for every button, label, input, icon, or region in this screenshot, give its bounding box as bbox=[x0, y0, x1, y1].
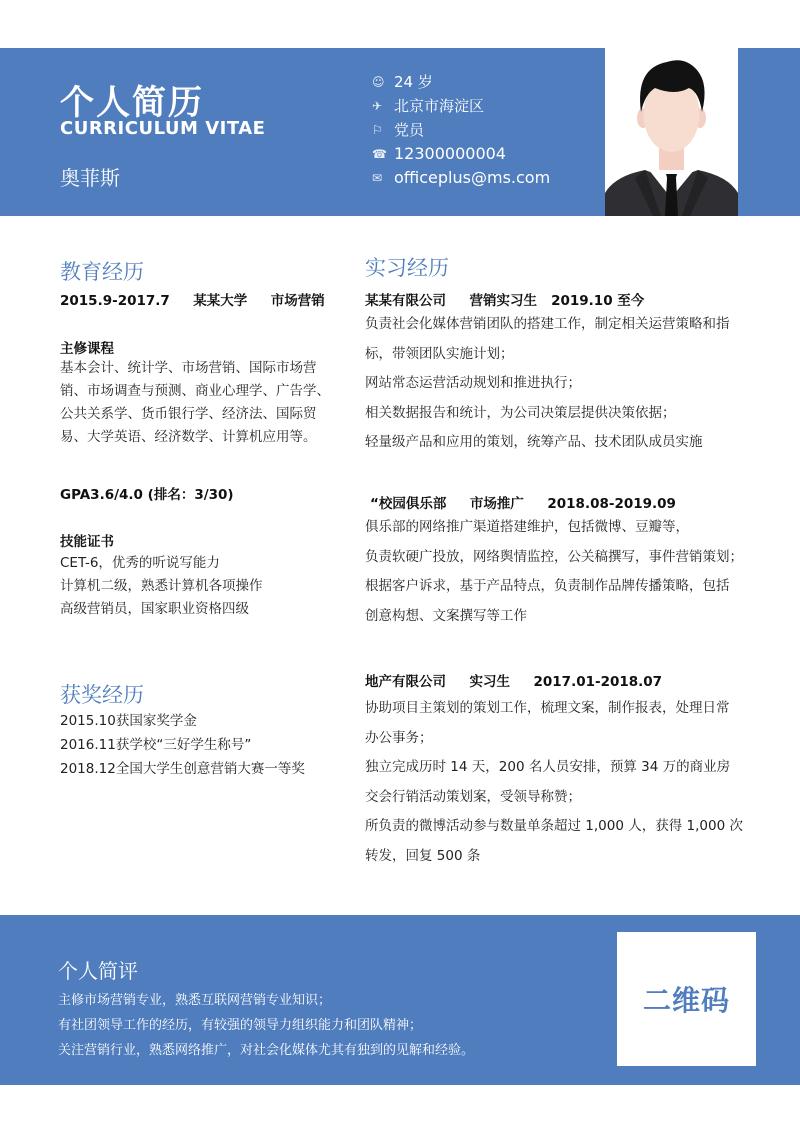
internship-line: 协助项目主策划的策划工作，梳理文案，制作报表，处理日常 bbox=[365, 700, 730, 716]
qr-code-label: 二维码 bbox=[642, 984, 730, 1017]
skills-title: 技能证书 bbox=[60, 534, 114, 550]
skill-item: CET-6，优秀的听说写能力 bbox=[60, 555, 220, 571]
awards-title: 获奖经历 bbox=[60, 683, 144, 707]
internship-line: 创意构想、文案撰写等工作 bbox=[365, 607, 527, 624]
profile-photo bbox=[605, 48, 738, 216]
resume-subtitle: CURRICULUM VITAE bbox=[60, 118, 266, 139]
awards-list bbox=[60, 709, 305, 781]
internship-line: 相关数据报告和统计，为公司决策层提供决策依据； bbox=[365, 404, 676, 421]
courses-line: 易、大学英语、经济数学、计算机应用等。 bbox=[60, 429, 317, 445]
courses-line: 基本会计、统计学、市场营销、国际市场营 bbox=[60, 360, 317, 376]
contact-phone bbox=[372, 142, 550, 166]
self-evaluation-line: 关注营销行业，熟悉网络推广，对社会化媒体尤其有独到的见解和经验。 bbox=[58, 1043, 475, 1058]
internship-line: 办公事务； bbox=[365, 729, 433, 746]
self-evaluation-line: 主修市场营销专业，熟悉互联网营销专业知识； bbox=[58, 993, 332, 1008]
courses-line: 公共关系学、货币银行学、经济法、国际贸 bbox=[60, 406, 317, 422]
award-item: 2018.12全国大学生创意营销大赛一等奖 bbox=[60, 761, 305, 777]
mail-icon: ✉ bbox=[372, 171, 383, 185]
smiley-icon: ☺ bbox=[372, 75, 385, 89]
internship-line: 网站常态运营活动规划和推进执行； bbox=[365, 375, 581, 391]
plane-icon: ✈ bbox=[372, 99, 383, 113]
internship-line: 根据客户诉求，基于产品特点，负责制作品牌传播策略，包括 bbox=[365, 578, 730, 594]
resume-title: 个人简历 bbox=[60, 83, 204, 123]
internship-head: 某某有限公司 营销实习生 2019.10 至今 bbox=[365, 293, 645, 309]
internship-line: 交会行销活动策划案，受领导称赞； bbox=[365, 788, 581, 805]
qr-code-placeholder bbox=[617, 932, 756, 1066]
award-item: 2015.10获国家奖学金 bbox=[60, 713, 197, 729]
self-evaluation-title: 个人简评 bbox=[58, 959, 138, 983]
internship-line: 负责软硬广投放，网络舆情监控，公关稿撰写，事件营销策划； bbox=[365, 548, 743, 565]
contact-age-text: 24 岁 bbox=[394, 73, 433, 91]
flag-icon: ⚐ bbox=[372, 123, 383, 137]
contact-party-text: 党员 bbox=[394, 121, 425, 139]
self-evaluation-line: 有社团领导工作的经历，有较强的领导力组织能力和团队精神； bbox=[58, 1018, 423, 1033]
internship-line: 转发，回复 500 条 bbox=[365, 847, 481, 864]
contact-age bbox=[372, 70, 550, 94]
courses-title: 主修课程 bbox=[60, 341, 114, 357]
contact-party bbox=[372, 118, 550, 142]
courses-text bbox=[60, 357, 330, 449]
contact-location bbox=[372, 94, 550, 118]
self-evaluation-text bbox=[58, 988, 474, 1063]
internship-desc bbox=[365, 513, 743, 631]
internship-line: 轻量级产品和应用的策划，统筹产品、技术团队成员实施 bbox=[365, 434, 703, 450]
internship-line: 俱乐部的网络推广渠道搭建维护，包括微博、豆瓣等， bbox=[365, 519, 689, 535]
portrait-illustration bbox=[605, 48, 738, 216]
gpa-line: GPA3.6/4.0 (排名：3/30) bbox=[60, 487, 234, 503]
internship-line: 标，带领团队实施计划； bbox=[365, 345, 514, 362]
phone-icon: ☎ bbox=[372, 147, 387, 161]
contact-phone-text: 12300000004 bbox=[394, 144, 506, 163]
courses-line: 销、市场调查与预测、商业心理学、广告学、 bbox=[60, 383, 330, 399]
internship-title: 实习经历 bbox=[365, 256, 449, 280]
contact-info bbox=[372, 70, 550, 190]
contact-email-text: officeplus@ms.com bbox=[394, 168, 551, 187]
internship-head: 地产有限公司 实习生 2017.01-2018.07 bbox=[365, 674, 663, 690]
contact-location-text: 北京市海淀区 bbox=[394, 97, 485, 115]
skill-item: 计算机二级，熟悉计算机各项操作 bbox=[60, 578, 263, 594]
candidate-name: 奥菲斯 bbox=[60, 166, 120, 190]
internship-line: 独立完成历时 14 天，200 名人员安排，预算 34 万的商业房 bbox=[365, 759, 731, 775]
internship-head: “校园俱乐部 市场推广 2018.08-2019.09 bbox=[370, 496, 676, 512]
skills-list bbox=[60, 552, 263, 621]
internship-desc bbox=[365, 310, 730, 458]
education-title: 教育经历 bbox=[60, 260, 144, 284]
skill-item: 高级营销员，国家职业资格四级 bbox=[60, 601, 249, 617]
contact-email bbox=[372, 166, 550, 190]
internship-desc bbox=[365, 694, 743, 871]
internship-line: 所负责的微博活动参与数量单条超过 1,000 人，获得 1,000 次 bbox=[365, 818, 743, 834]
award-item: 2016.11获学校“三好学生称号” bbox=[60, 737, 252, 753]
education-line: 2015.9-2017.7 某某大学 市场营销 bbox=[60, 293, 325, 309]
internship-line: 负责社会化媒体营销团队的搭建工作，制定相关运营策略和指 bbox=[365, 316, 730, 332]
